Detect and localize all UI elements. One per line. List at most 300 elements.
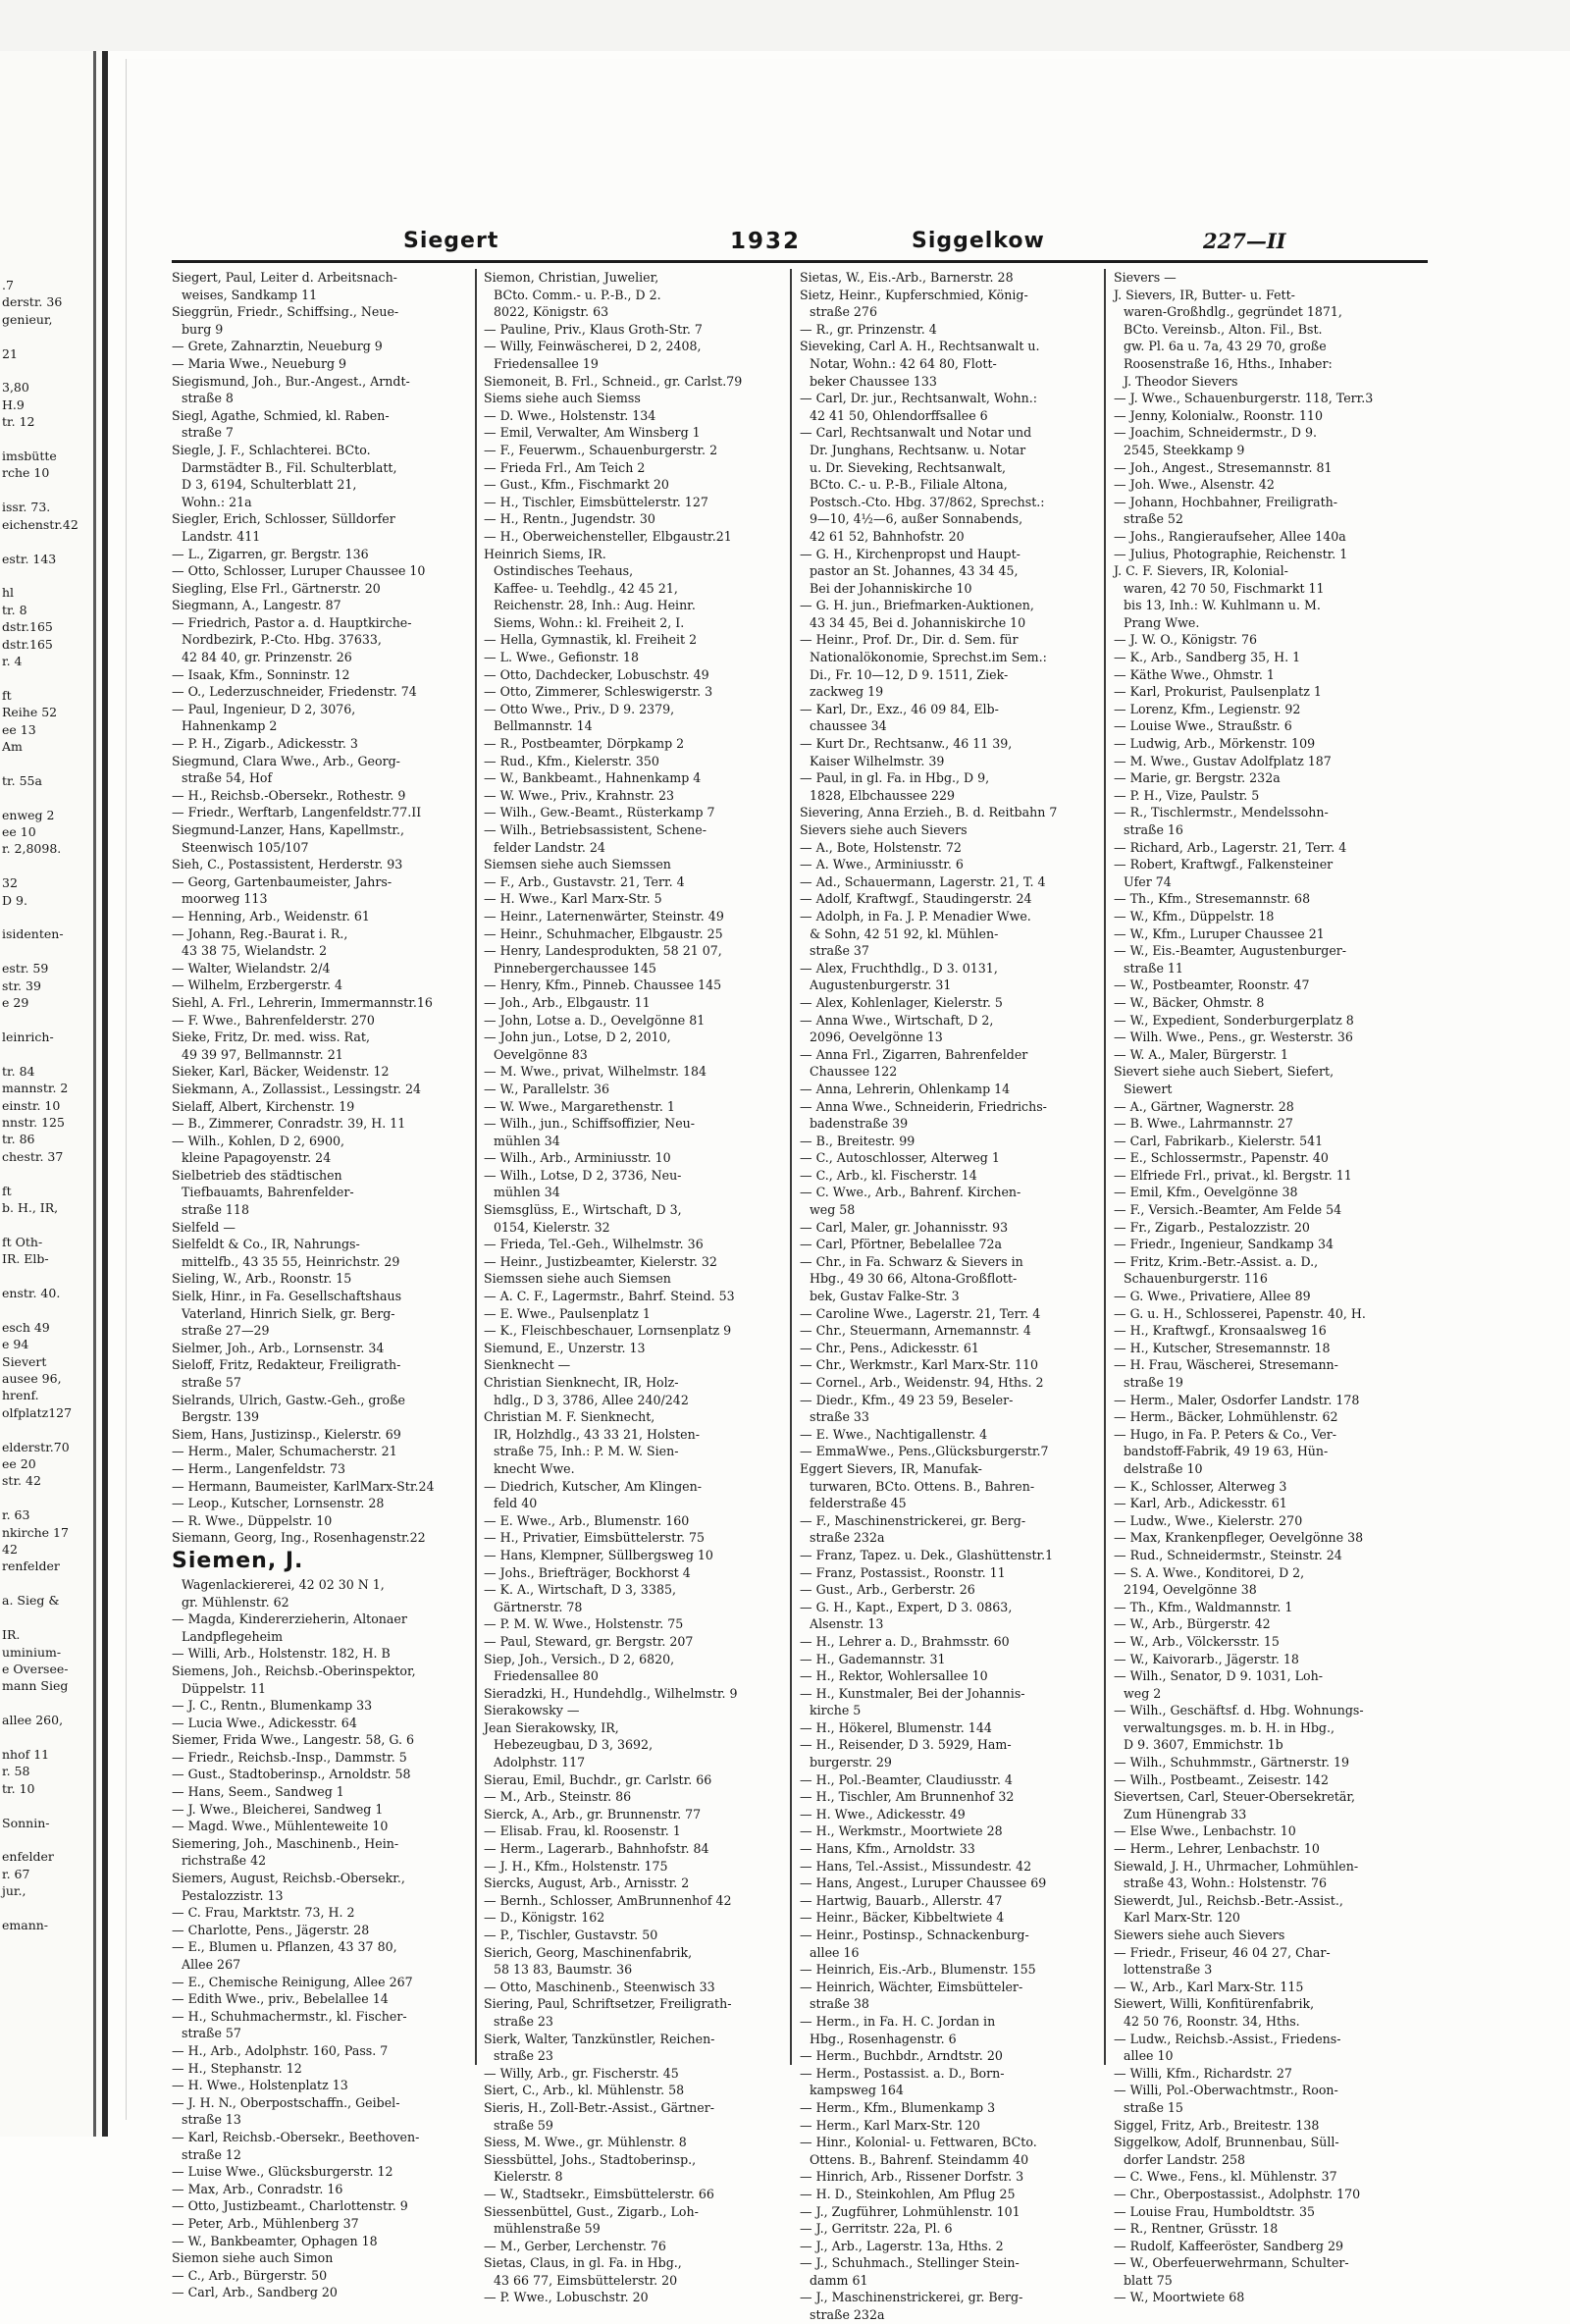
directory-entry-line: — Adolph, in Fa. J. P. Menadier Wwe. — [800, 908, 1031, 924]
directory-entry-line: mittelfb., 43 35 55, Heinrichstr. 29 — [182, 1253, 400, 1269]
directory-entry-line: — Joh. Wwe., Alsenstr. 42 — [1114, 477, 1275, 493]
previous-page-text — [2, 277, 96, 1933]
directory-entry-line: — H., Lehrer a. D., Brahmsstr. 60 — [800, 1633, 1010, 1649]
directory-entry-line: — Heinr., Bäcker, Kibbeltwiete 4 — [800, 1910, 1005, 1926]
directory-entry-line: mühlen 34 — [494, 1185, 560, 1200]
directory-entry-line: — Th., Kfm., Waldmannstr. 1 — [1114, 1599, 1293, 1614]
directory-entry-line: — Max, Arb., Conradstr. 16 — [172, 2181, 343, 2196]
directory-entry-line: — J. H., Kfm., Holstenstr. 175 — [484, 1858, 668, 1874]
directory-entry-line: — Adolf, Kraftwgf., Staudingerstr. 24 — [800, 891, 1032, 907]
directory-entry-line: straße 276 — [810, 304, 877, 320]
directory-entry-line: — John, Lotse a. D., Oevelgönne 81 — [484, 1012, 706, 1028]
directory-entry-line: BCto. Comm.- u. P.-B., D 2. — [494, 287, 661, 302]
fragment-line — [2, 1695, 96, 1712]
directory-entry-line: — J. Wwe., Schauenburgerstr. 118, Terr.3 — [1114, 391, 1374, 406]
directory-entry-line: — Wilh., Geschäftsf. d. Hbg. Wohnungs- — [1114, 1703, 1364, 1718]
fragment-line — [2, 789, 96, 806]
directory-entry-line: — H. Wwe., Adickesstr. 49 — [800, 1806, 966, 1822]
fragment-line: Am — [2, 738, 23, 754]
directory-entry-line: Pinnebergerchaussee 145 — [494, 960, 656, 976]
directory-entry-line: — F., Versich.-Beamter, Am Felde 54 — [1114, 1202, 1342, 1218]
directory-entry-line: allee 10 — [1124, 2048, 1174, 2064]
directory-entry-line: — Edith Wwe., priv., Bebelallee 14 — [172, 1991, 389, 2007]
directory-entry-line: — A. Wwe., Arminiusstr. 6 — [800, 857, 964, 872]
directory-entry-line: — H., Privatier, Eimsbüttelerstr. 75 — [484, 1530, 705, 1546]
directory-entry-line: Siess, M. Wwe., gr. Mühlenstr. 8 — [484, 2135, 687, 2150]
fragment-line: hl — [2, 585, 15, 601]
directory-entry-line: lottenstraße 3 — [1124, 1962, 1213, 1978]
directory-entry-line: blatt 75 — [1124, 2272, 1173, 2288]
directory-entry-line: — Chr., Werkmstr., Karl Marx-Str. 110 — [800, 1357, 1039, 1373]
directory-entry-line: — Frieda Frl., Am Teich 2 — [484, 459, 646, 475]
fragment-line — [2, 1045, 96, 1062]
directory-entry-line: Kielerstr. 8 — [494, 2169, 563, 2185]
directory-entry-line: — L. Wwe., Gefionstr. 18 — [484, 650, 639, 665]
directory-entry-line: 43 38 75, Wielandstr. 2 — [182, 943, 328, 959]
directory-entry-line: Siegler, Erich, Schlosser, Sülldorfer — [172, 511, 395, 527]
directory-entry-line: — Hans, Angest., Luruper Chaussee 69 — [800, 1875, 1047, 1891]
directory-entry-line: — EmmaWwe., Pens.,Glücksburgerstr.7 — [800, 1444, 1049, 1459]
fragment-line: genieur, — [2, 311, 53, 327]
directory-entry-line: — Otto, Zimmerer, Schleswigerstr. 3 — [484, 684, 713, 700]
directory-entry-line: Alsenstr. 13 — [810, 1616, 884, 1632]
directory-entry-line: — Gust., Kfm., Fischmarkt 20 — [484, 477, 669, 493]
fragment-line: isidenten- — [2, 926, 64, 942]
directory-entry-line: — Rud., Schneidermstr., Steinstr. 24 — [1114, 1547, 1342, 1562]
directory-entry-line: — Herm., Postassist. a. D., Born- — [800, 2065, 1005, 2081]
directory-entry-line: — Carl, Dr. jur., Rechtsanwalt, Wohn.: — [800, 391, 1037, 406]
directory-entry-line: — W., Arb., Karl Marx-Str. 115 — [1114, 1979, 1304, 1994]
column-2 — [484, 269, 778, 2305]
directory-entry-line: — K., Fleischbeschauer, Lornsenplatz 9 — [484, 1323, 732, 1339]
directory-entry-line: — Diedr., Kfm., 49 23 59, Beseler- — [800, 1392, 1014, 1407]
directory-entry-line: — Willy, Arb., gr. Fischerstr. 45 — [484, 2065, 679, 2081]
directory-entry-line: Pestalozzistr. 13 — [182, 1887, 284, 1903]
fragment-line — [2, 1165, 96, 1182]
fragment-line — [2, 1575, 96, 1592]
directory-entry-line: Siegle, J. F., Schlachterei. BCto. — [172, 442, 371, 457]
directory-entry-line: Siewert — [1124, 1081, 1173, 1096]
directory-entry-line: — H., Pol.-Beamter, Claudiusstr. 4 — [800, 1771, 1013, 1787]
directory-entry-line: — Anna Frl., Zigarren, Bahrenfelder — [800, 1046, 1028, 1062]
directory-entry-line: Siekmann, A., Zollassist., Lessingstr. 24 — [172, 1081, 422, 1096]
fragment-line: esch 49 — [2, 1319, 50, 1335]
directory-entry-line: — Friedrich, Pastor a. d. Hauptkirche- — [172, 614, 412, 630]
directory-entry-line: — W., Kaivorarb., Jägerstr. 18 — [1114, 1651, 1299, 1666]
fragment-line: r. 58 — [2, 1764, 30, 1779]
directory-entry-line: straße 232a — [810, 1530, 885, 1546]
directory-entry-line: Friedensallee 19 — [494, 355, 599, 371]
fragment-line: estr. 59 — [2, 961, 49, 977]
directory-entry-line: — Otto, Schlosser, Luruper Chaussee 10 — [172, 563, 426, 579]
directory-entry-line: Siessbüttel, Johs., Stadtoberinsp., — [484, 2151, 697, 2167]
directory-entry-line: — H., Arb., Adolphstr. 160, Pass. 7 — [172, 2042, 389, 2058]
directory-entry-line: Friedensallee 80 — [494, 1668, 599, 1684]
directory-entry-line: straße 118 — [182, 1202, 249, 1218]
fragment-line: r. 67 — [2, 1866, 30, 1881]
directory-entry-line: — Heinr., Prof. Dr., Dir. d. Sem. für — [800, 632, 1019, 648]
directory-entry-line: Siemering, Joh., Maschinenb., Hein- — [172, 1835, 399, 1851]
fragment-line: nhof 11 — [2, 1746, 50, 1762]
directory-entry-line: Siep, Joh., Versich., D 2, 6820, — [484, 1651, 675, 1666]
directory-entry-line: badenstraße 39 — [810, 1116, 909, 1132]
directory-entry-line: Sietas, W., Eis.-Arb., Barnerstr. 28 — [800, 270, 1014, 285]
directory-entry-line: burgerstr. 29 — [810, 1755, 892, 1770]
page-number: 227—II — [1203, 229, 1286, 253]
directory-entry-line: Siemund, E., Unzerstr. 13 — [484, 1340, 646, 1355]
fragment-line: emann- — [2, 1918, 49, 1932]
directory-entry-line: Roosenstraße 16, Hths., Inhaber: — [1124, 355, 1333, 371]
directory-entry-line: Sievers siehe auch Sievers — [800, 822, 968, 837]
directory-entry-line: — A. C. F., Lagermstr., Bahrf. Steind. 53 — [484, 1289, 735, 1304]
column-1 — [172, 269, 466, 2300]
directory-entry-line: — Louise Frau, Humboldtstr. 35 — [1114, 2203, 1316, 2219]
directory-entry-line: — W., Arb., Völckersstr. 15 — [1114, 1633, 1280, 1649]
directory-entry-line: — F., Arb., Gustavstr. 21, Terr. 4 — [484, 873, 685, 889]
directory-entry-line: Kaffee- u. Teehdlg., 42 45 21, — [494, 580, 678, 596]
directory-entry-line: D 9. 3607, Emmichstr. 1b — [1124, 1737, 1283, 1753]
directory-entry-line: — C., Arb., kl. Fischerstr. 14 — [800, 1167, 977, 1183]
directory-entry-line: bandstoff-Fabrik, 49 19 63, Hün- — [1124, 1444, 1329, 1459]
directory-entry-line: verwaltungsges. m. b. H. in Hbg., — [1124, 1719, 1334, 1735]
directory-entry-line: — J. W. O., Königstr. 76 — [1114, 632, 1258, 648]
fragment-line: H.9 — [2, 396, 25, 412]
directory-entry-line: 2545, Steekkamp 9 — [1124, 442, 1245, 457]
directory-entry-line: Di., Fr. 10—12, D 9. 1511, Ziek- — [810, 666, 1009, 682]
directory-entry-line: — Wilh., Schuhmmstr., Gärtnerstr. 19 — [1114, 1755, 1349, 1770]
directory-entry-line: — Lucia Wwe., Adickesstr. 64 — [172, 1715, 357, 1730]
fragment-line: nnstr. 125 — [2, 1114, 65, 1130]
fragment-line: 42 — [2, 1542, 18, 1558]
header-first-entry: Siegert — [403, 229, 499, 253]
directory-entry-line: — Anna Wwe., Wirtschaft, D 2, — [800, 1012, 994, 1028]
directory-entry-line: straße 75, Inh.: P. M. W. Sien- — [494, 1444, 679, 1459]
directory-entry-line: — P., Tischler, Gustavstr. 50 — [484, 1928, 658, 1942]
directory-entry-line: Siegmann, A., Langestr. 87 — [172, 598, 341, 613]
directory-entry-line: — Isaak, Kfm., Sonninstr. 12 — [172, 666, 350, 682]
directory-entry-line: straße 33 — [810, 1409, 869, 1425]
directory-entry-line: — Fr., Zigarb., Pestalozzistr. 20 — [1114, 1219, 1310, 1235]
directory-entry-line: — H., Oberweichensteller, Elbgaustr.21 — [484, 528, 732, 544]
directory-entry-line: — Fritz, Krim.-Betr.-Assist. a. D., — [1114, 1253, 1319, 1269]
fragment-line — [2, 1729, 96, 1746]
directory-entry-line: — Paul, in gl. Fa. in Hbg., D 9, — [800, 770, 990, 786]
directory-entry-line: — M., Gerber, Lerchenstr. 76 — [484, 2238, 666, 2253]
directory-entry-line: — Diedrich, Kutscher, Am Klingen- — [484, 1478, 702, 1494]
directory-entry-line: — B. Wwe., Lahrmannstr. 27 — [1114, 1116, 1293, 1132]
directory-entry-line: Kaiser Wilhelmstr. 39 — [810, 753, 945, 768]
directory-entry-line: — W., Expedient, Sonderburgerplatz 8 — [1114, 1012, 1354, 1028]
fragment-line: issr. 73. — [2, 500, 51, 515]
directory-entry-line: kampsweg 164 — [810, 2083, 904, 2098]
directory-entry-line: Siemens, Joh., Reichsb.-Oberinspektor, — [172, 1663, 416, 1678]
fragment-line: leinrich- — [2, 1029, 54, 1044]
directory-entry-line: moorweg 113 — [182, 891, 268, 907]
directory-entry-line: kleine Papagoyenstr. 24 — [182, 1150, 332, 1166]
directory-entry-line: Wohn.: 21a — [182, 494, 252, 509]
directory-entry-line: — Henry, Kfm., Pinneb. Chaussee 145 — [484, 977, 722, 993]
directory-entry-line: straße 7 — [182, 425, 234, 441]
directory-entry-line: Darmstädter B., Fil. Schulterblatt, — [182, 459, 397, 475]
directory-entry-line: — J., Schuhmach., Stellinger Stein- — [800, 2255, 1020, 2271]
directory-entry-line: — Wilh., Gew.-Beamt., Rüsterkamp 7 — [484, 805, 715, 820]
fragment-line: olfplatz127 — [2, 1404, 73, 1420]
directory-entry-line: — Anna Wwe., Schneiderin, Friedrichs- — [800, 1098, 1047, 1114]
fragment-line: einstr. 10 — [2, 1097, 61, 1113]
directory-entry-line: bek, Gustav Falke-Str. 3 — [810, 1289, 960, 1304]
directory-entry-line: — H., Stephanstr. 12 — [172, 2060, 302, 2076]
directory-entry-line: — Emil, Kfm., Oevelgönne 38 — [1114, 1185, 1298, 1200]
directory-entry-line: — E., Chemische Reinigung, Allee 267 — [172, 1974, 413, 1989]
directory-entry-line: — R., Rentner, Grüsstr. 18 — [1114, 2221, 1279, 2237]
directory-entry-line: — J., Gerritstr. 22a, Pl. 6 — [800, 2221, 953, 2237]
directory-entry-line: — Herm., Lehrer, Lenbachstr. 10 — [1114, 1841, 1320, 1857]
directory-entry-line: Bellmannstr. 14 — [494, 718, 593, 734]
directory-entry-line: Siemssen siehe auch Siemsen — [484, 1271, 671, 1287]
directory-entry-line: — Gust., Stadtoberinsp., Arnoldstr. 58 — [172, 1767, 411, 1782]
directory-entry-line: Sievert siehe auch Siebert, Siefert, — [1114, 1064, 1334, 1080]
directory-entry-line: — W. Wwe., Margarethenstr. 1 — [484, 1098, 675, 1114]
fragment-line: str. 39 — [2, 977, 41, 993]
directory-entry-line: — D., Königstr. 162 — [484, 1910, 605, 1926]
directory-entry-line: Sielfeld — — [172, 1219, 236, 1235]
column-3 — [800, 269, 1094, 2323]
directory-entry-line: — Marie, gr. Bergstr. 232a — [1114, 770, 1281, 786]
directory-entry-line: — Chr., Steuermann, Arnemannstr. 4 — [800, 1323, 1031, 1339]
directory-entry-line: — Paul, Steward, gr. Bergstr. 207 — [484, 1633, 694, 1649]
directory-entry-line: — Wilhelm, Erzbergerstr. 4 — [172, 977, 343, 993]
directory-entry-line: — W., Bankbeamter, Ophagen 18 — [172, 2233, 378, 2248]
directory-entry-line: Sieh, C., Postassistent, Herderstr. 93 — [172, 857, 403, 872]
directory-entry-line: — Richard, Arb., Lagerstr. 21, Terr. 4 — [1114, 839, 1347, 855]
directory-entry-line: Siewald, J. H., Uhrmacher, Lohmühlen- — [1114, 1858, 1359, 1874]
directory-entry-line: knecht Wwe. — [494, 1460, 575, 1476]
directory-entry-line: — Willi, Arb., Holstenstr. 182, H. B — [172, 1646, 391, 1662]
fragment-line: .7 — [2, 278, 14, 292]
fragment-line: ft — [2, 1183, 12, 1198]
directory-entry-line: — H., Tischler, Eimsbüttelerstr. 127 — [484, 494, 708, 509]
directory-entry-line: — G. H., Kapt., Expert, D 3. 0863, — [800, 1599, 1013, 1614]
directory-entry-line: — W. Wwe., Priv., Krahnstr. 23 — [484, 787, 675, 803]
directory-entry-line: — G. H., Kirchenpropst und Haupt- — [800, 546, 1020, 561]
directory-entry-line: — Hans, Kfm., Arnoldstr. 33 — [800, 1841, 975, 1857]
directory-entry-line: — Chr., Oberpostassist., Adolphstr. 170 — [1114, 2186, 1361, 2201]
directory-entry-line: — Karl, Arb., Adickesstr. 61 — [1114, 1496, 1287, 1511]
directory-entry-line: — Herm., Maler, Osdorfer Landstr. 178 — [1114, 1392, 1360, 1407]
entry-columns — [172, 269, 1428, 2323]
fragment-line — [2, 362, 96, 379]
fragment-line — [2, 1610, 96, 1626]
directory-entry-line: 8022, Königstr. 63 — [494, 304, 609, 320]
directory-entry-line: — C. Wwe., Arb., Bahrenf. Kirchen- — [800, 1185, 1021, 1200]
directory-entry-line: — E. Wwe., Paulsenplatz 1 — [484, 1305, 651, 1321]
directory-entry-line: — P. H., Zigarb., Adickesstr. 3 — [172, 736, 358, 752]
directory-entry-line: Siewers siehe auch Sievers — [1114, 1928, 1285, 1942]
directory-entry-line: 43 66 77, Eimsbüttelerstr. 20 — [494, 2272, 678, 2288]
directory-entry-line: weg 58 — [810, 1202, 856, 1218]
directory-entry-line: Ufer 74 — [1124, 873, 1172, 889]
directory-entry-line: Oevelgönne 83 — [494, 1046, 588, 1062]
directory-entry-line: Siert, C., Arb., kl. Mühlenstr. 58 — [484, 2083, 685, 2098]
directory-entry-line: Siems, Wohn.: kl. Freiheit 2, I. — [494, 614, 685, 630]
directory-entry-line: Christian M. F. Sienknecht, — [484, 1409, 655, 1425]
directory-entry-line: — Hans, Seem., Sandweg 1 — [172, 1784, 344, 1800]
directory-entry-line: Eggert Sievers, IR, Manufak- — [800, 1460, 982, 1476]
directory-entry-line: straße 19 — [1124, 1375, 1183, 1390]
directory-entry-line: — Max, Krankenpfleger, Oevelgönne 38 — [1114, 1530, 1364, 1546]
fragment-line — [2, 1011, 96, 1028]
directory-entry-line: Ostindisches Teehaus, — [494, 563, 634, 579]
directory-entry-line: — Herm., Langenfeldstr. 73 — [172, 1460, 346, 1476]
directory-entry-line: — Rudolf, Kaffeeröster, Sandberg 29 — [1114, 2238, 1344, 2253]
directory-entry-line: Siegismund, Joh., Bur.-Angest., Arndt- — [172, 373, 410, 389]
fragment-line — [2, 1900, 96, 1917]
column-4 — [1114, 269, 1408, 2305]
directory-entry-line: straße 27—29 — [182, 1323, 270, 1339]
directory-entry-line: Tiefbauamts, Bahrenfelder- — [182, 1185, 354, 1200]
directory-entry-line: Vaterland, Hinrich Sielk, gr. Berg- — [182, 1305, 395, 1321]
directory-entry-line: Zum Hünengrab 33 — [1124, 1806, 1247, 1822]
directory-entry-line: 58 13 83, Baumstr. 36 — [494, 1962, 633, 1978]
fragment-line: mannstr. 2 — [2, 1081, 69, 1096]
directory-entry-line: Christian Sienknecht, IR, Holz- — [484, 1375, 679, 1390]
fragment-line — [2, 858, 96, 874]
directory-entry-line: — Paul, Ingenieur, D 2, 3076, — [172, 701, 356, 716]
directory-entry-line: Nordbezirk, P.-Cto. Hbg. 37633, — [182, 632, 382, 648]
directory-entry-line: Siggel, Fritz, Arb., Breitestr. 138 — [1114, 2117, 1320, 2133]
previous-page-strip — [0, 51, 108, 2137]
directory-entry-line: Siemann, Georg, Ing., Rosenhagenstr.22 — [172, 1530, 426, 1546]
directory-entry-line: Siemoneit, B. Frl., Schneid., gr. Carlst.79 — [484, 373, 743, 389]
directory-entry-line: Postsch.-Cto. Hbg. 37/862, Sprechst.: — [810, 494, 1045, 509]
directory-entry-line: — Friedr., Werftarb, Langenfeldstr.77.II — [172, 805, 422, 820]
directory-entry-line: — Luise Wwe., Glücksburgerstr. 12 — [172, 2164, 393, 2180]
directory-entry-line: straße 54, Hof — [182, 770, 273, 786]
directory-entry-line: — W., Bäcker, Ohmstr. 8 — [1114, 994, 1265, 1010]
fragment-line: rche 10 — [2, 465, 50, 481]
directory-entry-line: 43 34 45, Bei d. Johanniskirche 10 — [810, 614, 1026, 630]
directory-entry-line: — P. Wwe., Lobuschstr. 20 — [484, 2290, 649, 2305]
directory-entry-line: — Gust., Arb., Gerberstr. 26 — [800, 1582, 975, 1598]
directory-entry-line: Hahnenkamp 2 — [182, 718, 278, 734]
directory-entry-line: — Otto, Dachdecker, Lobuschstr. 49 — [484, 666, 709, 682]
directory-entry-line: Sielfeldt & Co., IR, Nahrungs- — [172, 1237, 360, 1252]
directory-entry-line: — Ludw., Wwe., Kielerstr. 270 — [1114, 1512, 1303, 1528]
directory-entry-line: — H. Frau, Wäscherei, Stresemann- — [1114, 1357, 1338, 1373]
directory-entry-line: — H., Reichsb.-Obersekr., Rothestr. 9 — [172, 787, 406, 803]
fragment-line: allee 260, — [2, 1713, 64, 1728]
directory-entry-line: — Carl, Arb., Sandberg 20 — [172, 2285, 338, 2300]
directory-entry-line: straße 23 — [494, 2013, 553, 2029]
directory-entry-line: — H., Kutscher, Stresemannstr. 18 — [1114, 1340, 1331, 1355]
directory-entry-line: — Caroline Wwe., Lagerstr. 21, Terr. 4 — [800, 1305, 1041, 1321]
directory-entry-line: — Otto, Justizbeamt., Charlottenstr. 9 — [172, 2198, 408, 2214]
fragment-line: estr. 143 — [2, 551, 57, 566]
directory-entry-line: Siewerdt, Jul., Reichsb.-Betr.-Assist., — [1114, 1892, 1343, 1908]
directory-entry-line: Siehl, A. Frl., Lehrerin, Immermannstr.16 — [172, 994, 433, 1010]
directory-entry-line: 2194, Oevelgönne 38 — [1124, 1582, 1257, 1598]
fragment-line: tr. 8 — [2, 602, 27, 617]
directory-entry-line: — Joh., Angest., Stresemannstr. 81 — [1114, 459, 1333, 475]
header-year: 1932 — [730, 229, 802, 254]
directory-entry-line: straße 57 — [182, 1375, 241, 1390]
directory-entry-line: — C., Autoschlosser, Alterweg 1 — [800, 1150, 1000, 1166]
directory-entry-line: Sielk, Hinr., in Fa. Gesellschaftshaus — [172, 1289, 402, 1304]
directory-entry-line: Sielmer, Joh., Arb., Lornsenstr. 34 — [172, 1340, 385, 1355]
directory-entry-line: — W., Bankbeamt., Hahnenkamp 4 — [484, 770, 702, 786]
fragment-line: r. 2,8098. — [2, 841, 62, 857]
fragment-line — [2, 755, 96, 771]
directory-entry-line: J. Theodor Sievers — [1124, 373, 1238, 389]
directory-entry-line: — Wilh., Arb., Arminiusstr. 10 — [484, 1150, 671, 1166]
directory-entry-line: — K. A., Wirtschaft, D 3, 3385, — [484, 1582, 676, 1598]
fragment-line: ee 10 — [2, 824, 36, 839]
directory-entry-line: — Peter, Arb., Mühlenberg 37 — [172, 2215, 359, 2231]
directory-entry-line: — E. Wwe., Nachtigallenstr. 4 — [800, 1426, 988, 1442]
directory-entry-line: straße 37 — [810, 943, 869, 959]
header-rule — [172, 260, 1428, 263]
directory-entry-line: burg 9 — [182, 321, 224, 337]
directory-entry-line: — Hans, Klempner, Süllbergsweg 10 — [484, 1547, 713, 1562]
directory-entry-line: Notar, Wohn.: 42 64 80, Flott- — [810, 355, 997, 371]
directory-entry-line: — B., Breitestr. 99 — [800, 1133, 916, 1148]
directory-entry-line: feld 40 — [494, 1496, 538, 1511]
directory-entry-line: 42 41 50, Ohlendorffsallee 6 — [810, 407, 988, 423]
directory-entry-line: Siegmund, Clara Wwe., Arb., Georg- — [172, 753, 400, 768]
directory-entry-line: — Kurt Dr., Rechtsanw., 46 11 39, — [800, 736, 1013, 752]
directory-entry-line: Sierk, Walter, Tanzkünstler, Reichen- — [484, 2031, 715, 2046]
directory-entry-line: Hebezeugbau, D 3, 3692, — [494, 1737, 654, 1753]
directory-entry-line: Sievers — — [1114, 270, 1177, 285]
directory-entry-line: — J., Zugführer, Lohmühlenstr. 101 — [800, 2203, 1020, 2219]
directory-entry-line: — Maria Wwe., Neueburg 9 — [172, 355, 347, 371]
directory-entry-line: — H., Reisender, D 3. 5929, Ham- — [800, 1737, 1012, 1753]
fragment-line — [2, 943, 96, 960]
directory-entry-line: — H., Schuhmachermstr., kl. Fischer- — [172, 2008, 407, 2024]
directory-entry-line: Siggelkow, Adolf, Brunnenbau, Süll- — [1114, 2135, 1339, 2150]
fragment-line: r. 63 — [2, 1507, 30, 1523]
directory-entry-line: — Alex, Fruchthdlg., D 3. 0131, — [800, 960, 998, 976]
directory-entry-line: waren, 42 70 50, Fischmarkt 11 — [1124, 580, 1325, 596]
directory-entry-line: Siegert, Paul, Leiter d. Arbeitsnach- — [172, 270, 397, 285]
directory-entry-line: straße 15 — [1124, 2099, 1183, 2115]
directory-entry-line: — Wilh., Betriebsassistent, Schene- — [484, 822, 706, 837]
directory-entry-line: — Emil, Verwalter, Am Winsberg 1 — [484, 425, 701, 441]
directory-entry-line: Sieris, H., Zoll-Betr.-Assist., Gärtner- — [484, 2099, 714, 2115]
directory-entry-line: straße 12 — [182, 2146, 241, 2162]
directory-entry-line: — Herm., in Fa. H. C. Jordan in — [800, 2013, 996, 2029]
directory-entry-line: Siemon siehe auch Simon — [172, 2250, 334, 2266]
directory-entry-line: — W., Parallelstr. 36 — [484, 1081, 610, 1096]
directory-entry-line: — Willi, Kfm., Richardstr. 27 — [1114, 2065, 1292, 2081]
directory-entry-line: 49 39 97, Bellmannstr. 21 — [182, 1046, 343, 1062]
directory-entry-line: straße 57 — [182, 2026, 241, 2041]
directory-entry-line: — Leop., Kutscher, Lornsenstr. 28 — [172, 1496, 385, 1511]
directory-entry-line: delstraße 10 — [1124, 1460, 1203, 1476]
fragment-line: ft Oth- — [2, 1234, 43, 1249]
fragment-line: ee 13 — [2, 721, 36, 737]
fragment-line: Reihe 52 — [2, 705, 58, 720]
directory-entry-line: — Heinrich, Eis.-Arb., Blumenstr. 155 — [800, 1962, 1036, 1978]
directory-entry-line: — Carl, Maler, gr. Johannisstr. 93 — [800, 1219, 1009, 1235]
column-divider — [475, 269, 477, 2065]
directory-entry-line: — Carl, Rechtsanwalt und Notar und — [800, 425, 1032, 441]
directory-entry-line: — J., Maschinenstrickerei, gr. Berg- — [800, 2290, 1023, 2305]
fragment-line: jur., — [2, 1883, 26, 1899]
directory-entry-line: — H., Tischler, Am Brunnenhof 32 — [800, 1789, 1015, 1805]
directory-entry-line: Nationalökonomie, Sprechst.im Sem.: — [810, 650, 1047, 665]
directory-entry-line: Sierau, Emil, Buchdr., gr. Carlstr. 66 — [484, 1771, 712, 1787]
